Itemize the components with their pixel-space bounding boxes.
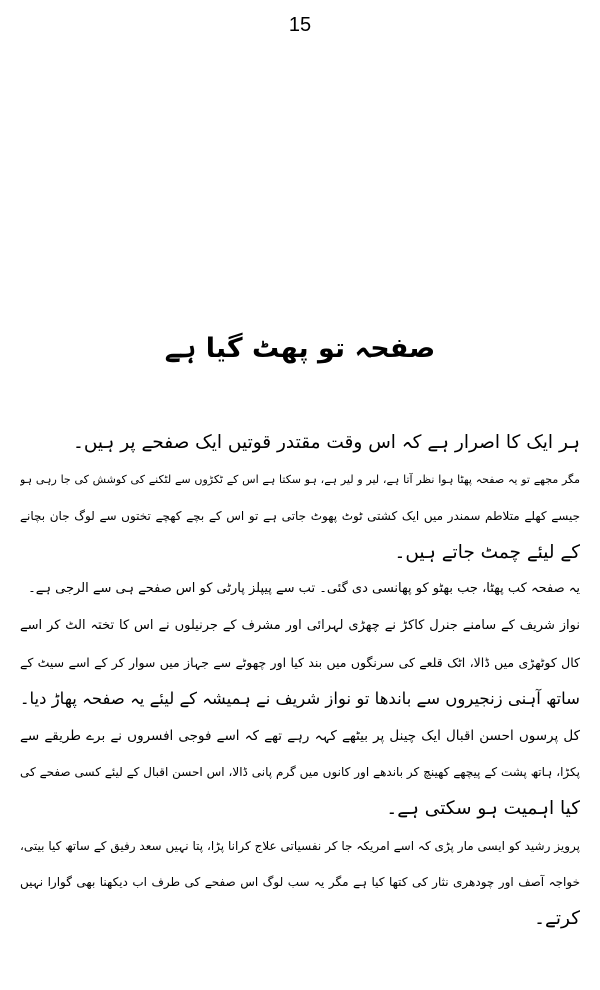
article-title: صفحہ تو پھٹ گیا ہے — [164, 333, 436, 364]
body-line: پرویز رشید کو ایسی مار پڑی کہ اسے امریکہ جا کر نفسیاتی علاج کرانا پڑا، پتا نہیں سعد رفیق کے ساتھ کیا بیتی، — [20, 838, 580, 853]
article-body — [20, 425, 580, 937]
body-line: کیا اہمیت ہو سکتی ہے۔ — [386, 797, 580, 819]
body-line: کے لیئے چمٹ جاتے ہیں۔ — [394, 541, 580, 563]
body-line: کل پرسوں احسن اقبال ایک چینل پر بیٹھے کہہ رہے تھے کہ اسے فوجی افسروں نے برے طریقے سے — [20, 727, 580, 744]
body-line: ساتھ آہنی زنجیروں سے باندھا تو نواز شریف نے ہمیشہ کے لیئے یہ صفحہ پھاڑ دیا۔ — [20, 689, 580, 709]
body-line: کرتے۔ — [534, 907, 580, 929]
body-line: خواجہ آصف اور چودھری نثار کی کتھا کیا ہے مگر یہ سب لوگ اس صفحے کی طرف اب دیکھنا بھی گوارا نہیں — [20, 875, 580, 890]
body-line: جیسے کھلے متلاطم سمندر میں ایک کشتی ٹوٹ پھوٹ جاتی ہے تو اس کے بچے کھچے تختوں سے لوگ جان بچانے — [20, 509, 580, 524]
body-line: ہر ایک کا اصرار ہے کہ اس وقت مقتدر قوتیں ایک صفحے پر ہیں۔ — [72, 432, 580, 453]
body-line: پکڑا، ہاتھ پشت کے پیچھے کھینچ کر باندھے اور کانوں میں گرم پانی ڈالا، اس احسن اقبال کے لیئے کسی صفحے کی — [20, 765, 580, 780]
body-line: کال کوٹھڑی میں ڈالا، اٹک قلعے کی سرنگوں میں بند کیا اور چھوٹے سے جہاز میں سوار کر کے اسے سیٹ کے — [20, 654, 580, 670]
body-line: نواز شریف کے سامنے جنرل کاکڑ نے چھڑی لہرائی اور مشرف کے جرنیلوں نے اس کا تختہ الٹ کر اسے — [20, 617, 580, 633]
body-line: یہ صفحہ کب پھٹا، جب بھٹو کو پھانسی دی گئی۔ تب سے پیپلز پارٹی کو اس صفحے ہی سے الرجی ہے۔ — [28, 581, 580, 597]
page-number: 15 — [288, 14, 312, 36]
body-line: مگر مجھے تو یہ صفحہ پھٹا ہوا نظر آتا ہے، لیر و لیر ہے، ہو سکتا ہے اس کے ٹکڑوں سے لٹکنے کی کوشش کی جا رہی ہو — [20, 472, 580, 486]
